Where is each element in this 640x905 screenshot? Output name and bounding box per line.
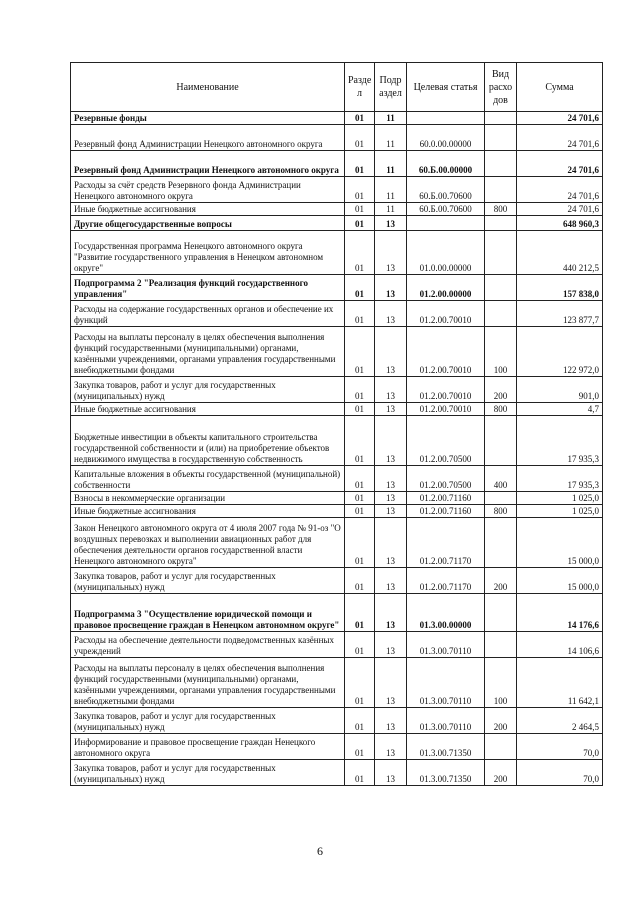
- row-summa: 15 000,0: [517, 518, 603, 568]
- row-razdel: 01: [345, 216, 375, 231]
- row-podrazdel: 11: [375, 203, 407, 216]
- table-row: [71, 216, 603, 231]
- table-row: [71, 505, 603, 518]
- row-statya: 60.0.00.00000: [407, 125, 485, 151]
- row-vid: 100: [485, 327, 517, 377]
- row-statya: 01.3.00.71350: [407, 734, 485, 760]
- table-row: [71, 492, 603, 505]
- row-razdel: 01: [345, 518, 375, 568]
- row-podrazdel: 11: [375, 151, 407, 177]
- row-podrazdel: 13: [375, 216, 407, 231]
- row-razdel: 01: [345, 594, 375, 632]
- row-statya: 01.3.00.00000: [407, 594, 485, 632]
- row-statya: 01.2.00.71170: [407, 568, 485, 594]
- row-vid: [485, 275, 517, 301]
- row-summa: 17 935,3: [517, 466, 603, 492]
- row-statya: 01.3.00.70110: [407, 658, 485, 708]
- table-row: [71, 203, 603, 216]
- table-body: [71, 112, 603, 786]
- row-razdel: 01: [345, 275, 375, 301]
- table-row: [71, 518, 603, 568]
- row-razdel: 01: [345, 231, 375, 275]
- table-row: [71, 231, 603, 275]
- row-razdel: 01: [345, 658, 375, 708]
- row-vid: [485, 151, 517, 177]
- row-name: Резервный фонд Администрации Ненецкого автономного округа: [71, 151, 345, 177]
- row-vid: [485, 231, 517, 275]
- row-podrazdel: 13: [375, 568, 407, 594]
- row-razdel: 01: [345, 301, 375, 327]
- row-razdel: 01: [345, 632, 375, 658]
- row-podrazdel: 13: [375, 416, 407, 466]
- row-podrazdel: 13: [375, 301, 407, 327]
- table-row: [71, 177, 603, 203]
- row-vid: 200: [485, 568, 517, 594]
- row-summa: 17 935,3: [517, 416, 603, 466]
- row-razdel: 01: [345, 151, 375, 177]
- row-summa: 648 960,3: [517, 216, 603, 231]
- row-vid: 800: [485, 203, 517, 216]
- row-podrazdel: 13: [375, 275, 407, 301]
- table-row: [71, 466, 603, 492]
- row-statya: [407, 112, 485, 125]
- header-razdel: Разде л: [345, 63, 375, 112]
- row-podrazdel: 13: [375, 518, 407, 568]
- row-name: Закупка товаров, работ и услуг для государственных (муниципальных) нужд: [71, 708, 345, 734]
- row-vid: [485, 492, 517, 505]
- budget-table-page: [70, 62, 602, 786]
- row-vid: [485, 632, 517, 658]
- table-row: [71, 112, 603, 125]
- row-statya: 01.3.00.70110: [407, 708, 485, 734]
- row-name: Иные бюджетные ассигнования: [71, 505, 345, 518]
- row-name: Подпрограмма 2 "Реализация функций государственного управления": [71, 275, 345, 301]
- page-number: 6: [317, 844, 323, 858]
- row-name: Расходы на выплаты персоналу в целях обеспечения выполнения функций государственными (муниципальными) органами, казёнными учреждениями, органами управления государственными внебюджетными фондами: [71, 327, 345, 377]
- row-vid: [485, 301, 517, 327]
- table-row: [71, 734, 603, 760]
- row-statya: 60.Б.00.70600: [407, 203, 485, 216]
- row-razdel: 01: [345, 177, 375, 203]
- row-name: Подпрограмма 3 "Осуществление юридической помощи и правовое просвещение граждан в Ненецком автономном округе": [71, 594, 345, 632]
- row-summa: 11 642,1: [517, 658, 603, 708]
- row-podrazdel: 13: [375, 327, 407, 377]
- table-row: [71, 568, 603, 594]
- row-vid: [485, 518, 517, 568]
- row-summa: 24 701,6: [517, 112, 603, 125]
- row-statya: 60.Б.00.00000: [407, 151, 485, 177]
- row-summa: 901,0: [517, 377, 603, 403]
- row-summa: 70,0: [517, 760, 603, 786]
- header-name: Наименование: [71, 63, 345, 112]
- row-razdel: 01: [345, 708, 375, 734]
- row-vid: [485, 594, 517, 632]
- row-summa: 157 838,0: [517, 275, 603, 301]
- header-statya: Целевая статья: [407, 63, 485, 112]
- row-vid: 400: [485, 466, 517, 492]
- table-header-row: [71, 63, 603, 112]
- row-razdel: 01: [345, 125, 375, 151]
- row-vid: 100: [485, 658, 517, 708]
- row-summa: 4,7: [517, 403, 603, 416]
- row-statya: 01.2.00.71160: [407, 492, 485, 505]
- row-podrazdel: 13: [375, 403, 407, 416]
- row-statya: 60.Б.00.70600: [407, 177, 485, 203]
- row-statya: 01.3.00.70110: [407, 632, 485, 658]
- row-podrazdel: 11: [375, 112, 407, 125]
- row-name: Расходы на обеспечение деятельности подведомственных казённых учреждений: [71, 632, 345, 658]
- row-podrazdel: 13: [375, 708, 407, 734]
- table-row: [71, 708, 603, 734]
- row-statya: 01.2.00.70500: [407, 466, 485, 492]
- row-razdel: 01: [345, 112, 375, 125]
- row-summa: 1 025,0: [517, 492, 603, 505]
- table-row: [71, 416, 603, 466]
- row-vid: [485, 177, 517, 203]
- row-razdel: 01: [345, 466, 375, 492]
- row-name: Закон Ненецкого автономного округа от 4 июля 2007 года № 91-оз "О воздушных перевозках и выполнении авиационных работ для обеспечения деятельности органов государственной власти Ненецкого автономного округа": [71, 518, 345, 568]
- row-razdel: 01: [345, 327, 375, 377]
- header-vid: Вид расхо дов: [485, 63, 517, 112]
- row-name: Другие общегосударственные вопросы: [71, 216, 345, 231]
- row-razdel: 01: [345, 505, 375, 518]
- table-row: [71, 632, 603, 658]
- row-name: Иные бюджетные ассигнования: [71, 203, 345, 216]
- row-razdel: 01: [345, 203, 375, 216]
- row-statya: [407, 216, 485, 231]
- row-podrazdel: 11: [375, 125, 407, 151]
- row-summa: 24 701,6: [517, 125, 603, 151]
- row-razdel: 01: [345, 568, 375, 594]
- row-podrazdel: 13: [375, 492, 407, 505]
- table-row: [71, 377, 603, 403]
- table-row: [71, 760, 603, 786]
- row-summa: 14 176,6: [517, 594, 603, 632]
- row-podrazdel: 13: [375, 658, 407, 708]
- row-name: Иные бюджетные ассигнования: [71, 403, 345, 416]
- table-row: [71, 403, 603, 416]
- row-vid: 200: [485, 760, 517, 786]
- header-podrazdel: Подр аздел: [375, 63, 407, 112]
- row-summa: 24 701,6: [517, 151, 603, 177]
- table-row: [71, 301, 603, 327]
- row-vid: 200: [485, 708, 517, 734]
- row-summa: 122 972,0: [517, 327, 603, 377]
- table-row: [71, 327, 603, 377]
- table-row: [71, 594, 603, 632]
- row-podrazdel: 13: [375, 632, 407, 658]
- row-statya: 01.2.00.70500: [407, 416, 485, 466]
- row-name: Государственная программа Ненецкого автономного округа "Развитие государственного управления в Ненецком автономном округе": [71, 231, 345, 275]
- row-summa: 2 464,5: [517, 708, 603, 734]
- row-podrazdel: 13: [375, 505, 407, 518]
- row-vid: 800: [485, 403, 517, 416]
- row-podrazdel: 13: [375, 231, 407, 275]
- row-vid: [485, 216, 517, 231]
- row-razdel: 01: [345, 492, 375, 505]
- row-statya: 01.0.00.00000: [407, 231, 485, 275]
- row-statya: 01.2.00.70010: [407, 377, 485, 403]
- row-summa: 123 877,7: [517, 301, 603, 327]
- row-name: Расходы на выплаты персоналу в целях обеспечения выполнения функций государственными (муниципальными) органами, казёнными учреждениями, органами управления государственными внебюджетными фондами: [71, 658, 345, 708]
- table-row: [71, 125, 603, 151]
- row-vid: [485, 416, 517, 466]
- row-podrazdel: 13: [375, 734, 407, 760]
- row-name: Расходы за счёт средств Резервного фонда Администрации Ненецкого автономного округа: [71, 177, 345, 203]
- row-name: Закупка товаров, работ и услуг для государственных (муниципальных) нужд: [71, 377, 345, 403]
- row-vid: 800: [485, 505, 517, 518]
- row-statya: 01.2.00.70010: [407, 301, 485, 327]
- row-razdel: 01: [345, 734, 375, 760]
- row-name: Бюджетные инвестиции в объекты капитального строительства государственной собственности и (или) на приобретение объектов недвижимого имущества в государственную собственность: [71, 416, 345, 466]
- row-statya: 01.2.00.71170: [407, 518, 485, 568]
- table-row: [71, 151, 603, 177]
- row-name: Закупка товаров, работ и услуг для государственных (муниципальных) нужд: [71, 568, 345, 594]
- table-row: [71, 275, 603, 301]
- row-summa: 14 106,6: [517, 632, 603, 658]
- row-name: Закупка товаров, работ и услуг для государственных (муниципальных) нужд: [71, 760, 345, 786]
- table-row: [71, 658, 603, 708]
- row-podrazdel: 13: [375, 377, 407, 403]
- row-razdel: 01: [345, 403, 375, 416]
- row-name: Взносы в некоммерческие организации: [71, 492, 345, 505]
- header-summa: Сумма: [517, 63, 603, 112]
- row-podrazdel: 11: [375, 177, 407, 203]
- row-podrazdel: 13: [375, 466, 407, 492]
- row-razdel: 01: [345, 416, 375, 466]
- row-summa: 1 025,0: [517, 505, 603, 518]
- row-name: Расходы на содержание государственных органов и обеспечение их функций: [71, 301, 345, 327]
- row-name: Резервный фонд Администрации Ненецкого автономного округа: [71, 125, 345, 151]
- row-podrazdel: 13: [375, 594, 407, 632]
- row-vid: [485, 125, 517, 151]
- row-summa: 15 000,0: [517, 568, 603, 594]
- row-statya: 01.2.00.71160: [407, 505, 485, 518]
- row-name: Информирование и правовое просвещение граждан Ненецкого автономного округа: [71, 734, 345, 760]
- budget-table: [70, 62, 603, 786]
- row-name: Резервные фонды: [71, 112, 345, 125]
- row-statya: 01.3.00.71350: [407, 760, 485, 786]
- row-razdel: 01: [345, 760, 375, 786]
- row-vid: 200: [485, 377, 517, 403]
- row-statya: 01.2.00.70010: [407, 403, 485, 416]
- row-razdel: 01: [345, 377, 375, 403]
- row-podrazdel: 13: [375, 760, 407, 786]
- row-vid: [485, 112, 517, 125]
- row-statya: 01.2.00.70010: [407, 327, 485, 377]
- row-name: Капитальные вложения в объекты государственной (муниципальной) собственности: [71, 466, 345, 492]
- row-summa: 24 701,6: [517, 203, 603, 216]
- row-summa: 70,0: [517, 734, 603, 760]
- row-summa: 24 701,6: [517, 177, 603, 203]
- row-vid: [485, 734, 517, 760]
- row-summa: 440 212,5: [517, 231, 603, 275]
- row-statya: 01.2.00.00000: [407, 275, 485, 301]
